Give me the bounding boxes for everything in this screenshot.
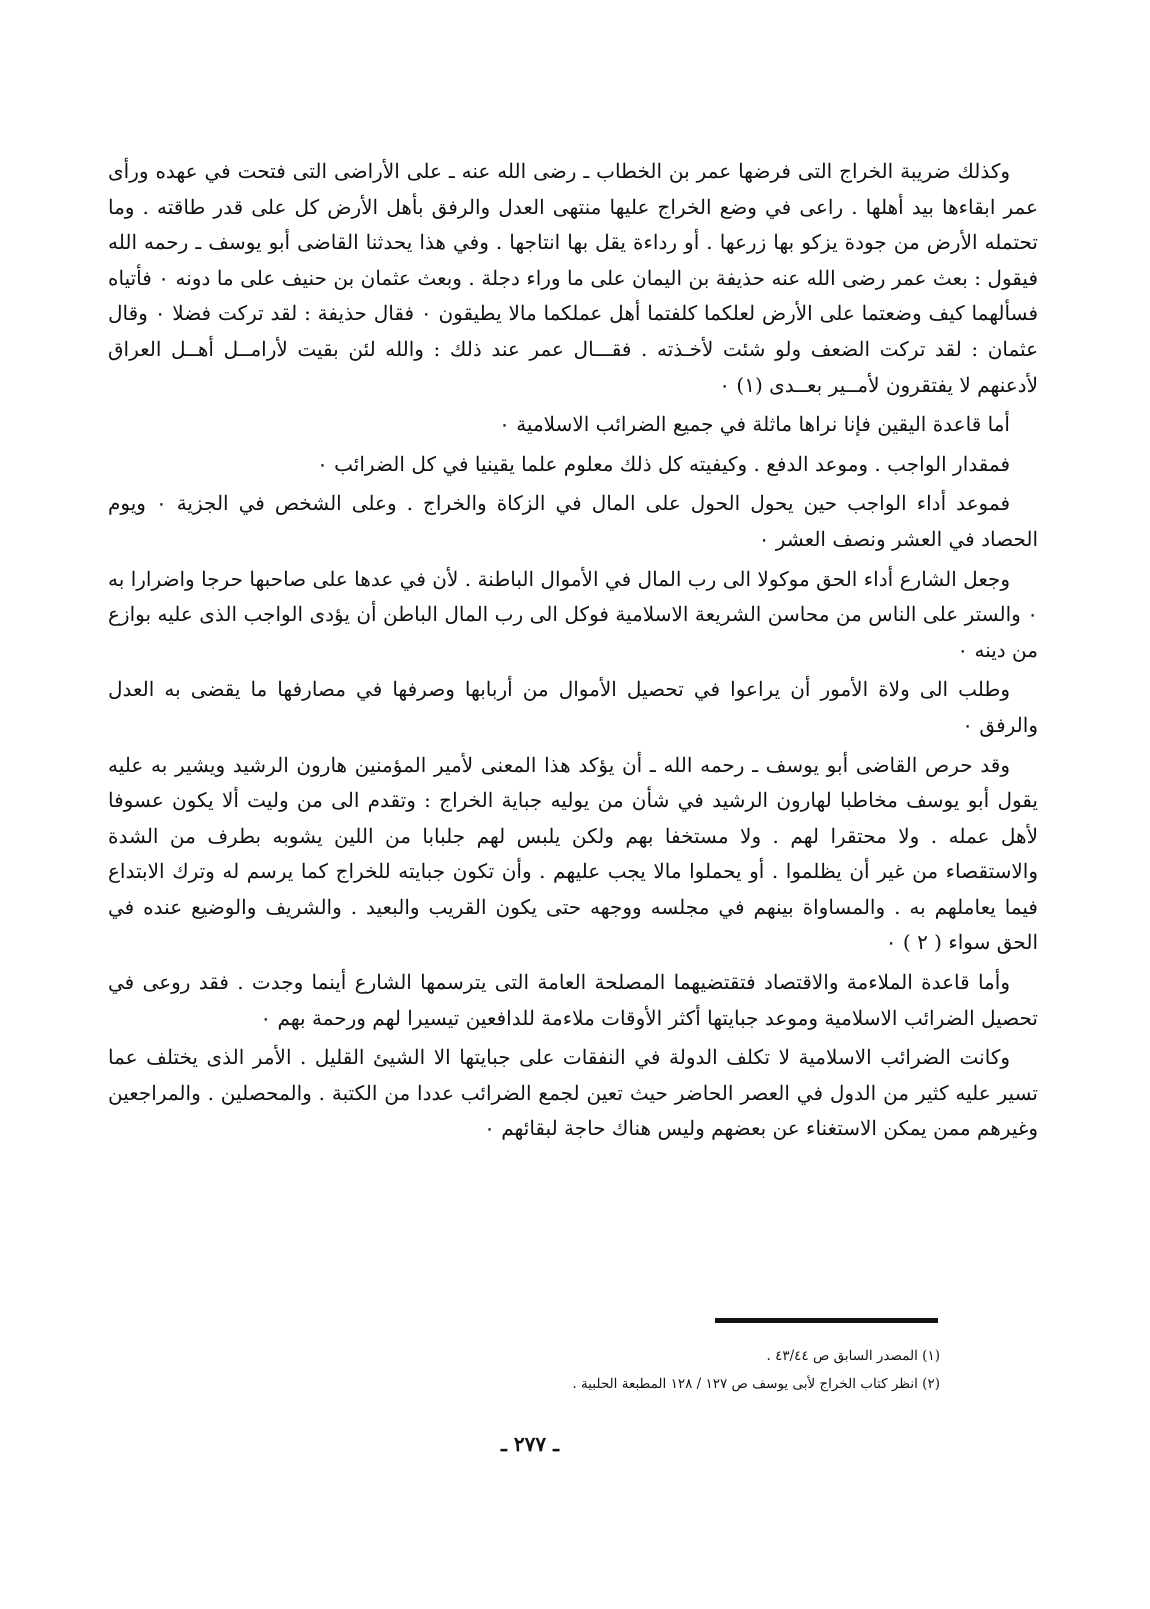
page-number: ـ ٢٧٧ ـ xyxy=(501,1432,559,1456)
paragraph-amount-and-date: فمقدار الواجب . وموعد الدفع . وكيفيته كل ذلك معلوم علما يقينيا في كل الضرائب ٠ xyxy=(317,451,1010,476)
paragraph-collection-costs: وكانت الضرائب الاسلامية لا تكلف الدولة في النفقات على جبايتها الا الشيئ القليل . الأمر الذى يختلف عما تسير عليه كثير من الدول في العصر الحاضر حيث تعين لجمع الضرائب عددا من الكتبة . والمحصلين . والمراجعين وغيرهم ممن يمكن الاستغناء عن بعضهم وليس هناك حاجة لبقائهم ٠ xyxy=(108,1045,1038,1141)
paragraph-kharaj-umar: وكذلك ضريبة الخراج التى فرضها عمر بن الخطاب ـ رضى الله عنه ـ على الأراضى التى فتحت في عهده ورأى عمر ابقاءها بيد أهلها . راعى في وضع الخراج عليها منتهى العدل والرفق بأهل الأرض كل على قدر طاقته . وما تحتمله الأرض من جودة يزكو بها زرعها . أو رداءة يقل بها انتاجها . وفي هذا يحدثنا القاضى أبو يوسف ـ رحمه الله فيقول : بعث عمر رضى الله عنه حذيفة بن اليمان على ما وراء دجلة . وبعث عثمان بن حنيف على ما دونه ٠ فأتياه فسألهما كيف وضعتما على الأرض لعلكما كلفتما أهل عملكما مالا يطيقون ٠ فقال حذيفة : لقد تركت فضلا ٠ وقال عثمان : لقد تركت الضعف ولو شئت لأخـذته . فقـــال عمر عند ذلك : والله لئن بقيت لأرامــل أهــل العراق لأدعنهم لا يفتقرون لأمــير بعــدى (١) ٠ xyxy=(108,159,1039,397)
paragraph-suitability-rule: وأما قاعدة الملاءمة والاقتصاد فتقتضيهما المصلحة العامة التى يترسمها الشارع أينما وجدت . فقد روعى في تحصيل الضرائب الاسلامية وموعد جبايتها أكثر الأوقات ملاءمة للدافعين تيسيرا لهم ورحمة بهم ٠ xyxy=(108,970,1038,1030)
footnote-1: (١) المصدر السابق ص ٤٣/٤٤ . xyxy=(766,1348,940,1364)
footnote-separator xyxy=(715,1318,938,1323)
paragraph-hidden-wealth: وجعل الشارع أداء الحق موكولا الى رب المال في الأموال الباطنة . لأن في عدها على صاحبها حرجا واضرارا به ٠ والستر على الناس من محاسن الشريعة الاسلامية فوكل الى رب المال الباطن أن يؤدى الواجب الذى عليه بوازع من دينه ٠ xyxy=(108,566,1038,662)
footnotes xyxy=(560,1342,940,1398)
paragraph-rulers-request: وطلب الى ولاة الأمور أن يراعوا في تحصيل الأموال من أربابها وصرفها في مصارفها ما يقضى به العدل والرفق ٠ xyxy=(108,677,1038,737)
footnote-2: (٢) انظر كتاب الخراج لأبى يوسف ص ١٢٧ / ١٢٨ المطبعة الحلبية . xyxy=(572,1376,940,1392)
paragraph-abu-yusuf-advice: وقد حرص القاضى أبو يوسف ـ رحمه الله ـ أن يؤكد هذا المعنى لأمير المؤمنين هارون الرشيد ويشير به عليه يقول أبو يوسف مخاطبا لهارون الرشيد في شأن من يوليه جباية الخراج : وتقدم الى من وليت ألا يكون عسوفا لأهل عمله . ولا محتقرا لهم . ولا مستخفا بهم ولكن يلبس لهم جلبابا من اللين يشوبه بطرف من الشدة والاستقصاء من غير أن يظلموا . أو يحملوا مالا يجب عليهم . وأن تكون جبايته للخراج كما يرسم له وترك الابتداع فيما يعاملهم به . والمساواة بينهم في مجلسه ووجهه حتى يكون القريب والبعيد . والشريف والوضيع عنده في الحق سواء ( ٢ ) ٠ xyxy=(108,752,1038,955)
body-text xyxy=(108,154,1038,1151)
paragraph-payment-date: فموعد أداء الواجب حين يحول الحول على المال في الزكاة والخراج . وعلى الشخص في الجزية ٠ ويوم الحصاد في العشر ونصف العشر ٠ xyxy=(108,491,1038,551)
paragraph-certainty-rule: أما قاعدة اليقين فإنا نراها ماثلة في جميع الضرائب الاسلامية ٠ xyxy=(499,412,1010,437)
